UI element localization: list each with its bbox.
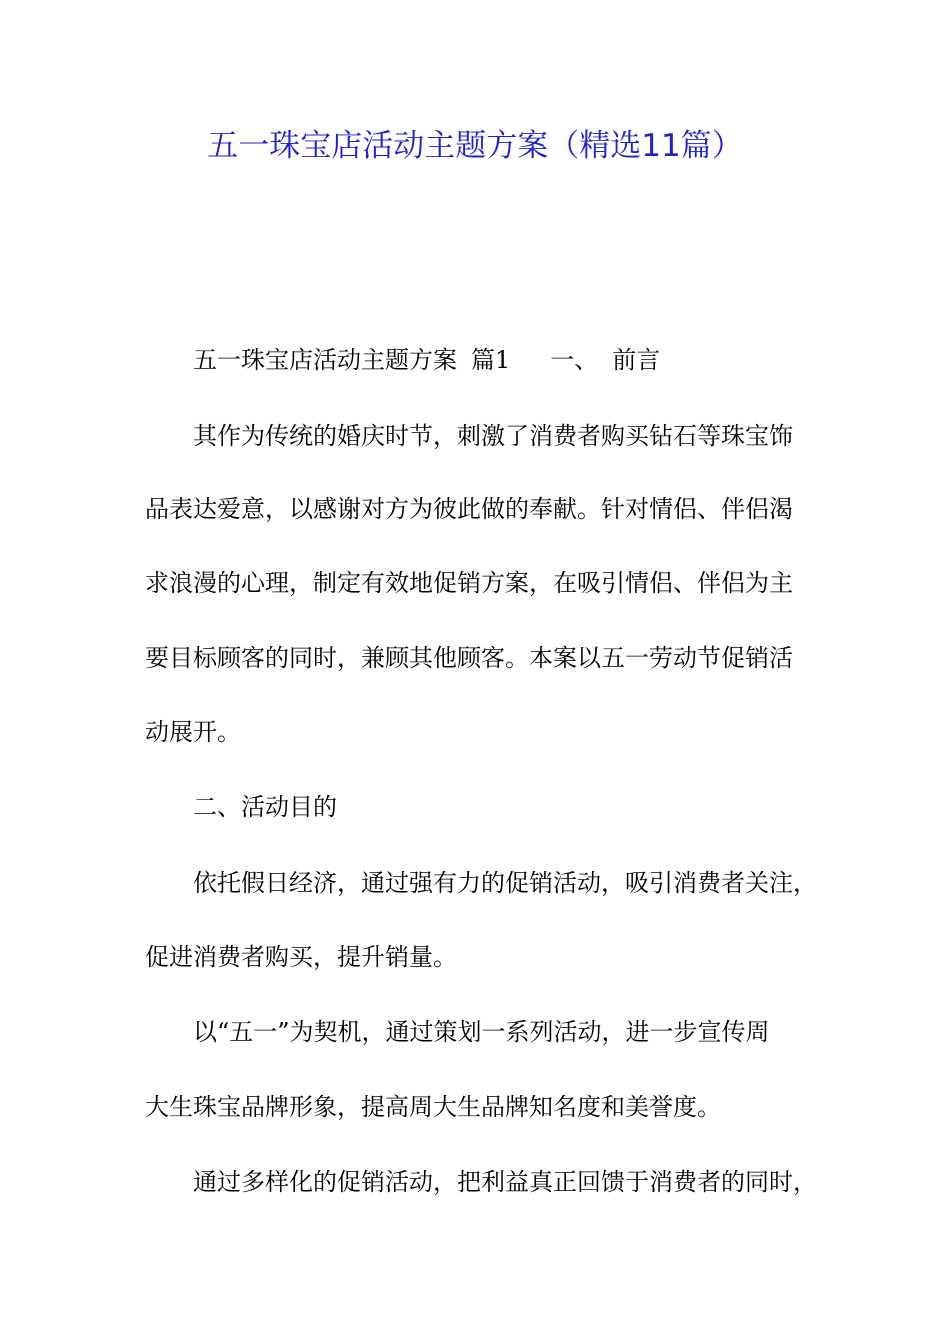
- section-heading-part: 篇1: [471, 346, 511, 374]
- paragraph-line: 动展开。: [145, 718, 241, 746]
- section-heading-2: 二、活动目的: [193, 793, 337, 821]
- paragraph-line: 以“五一”为契机，通过策划一系列活动，进一步宣传周: [193, 1018, 770, 1046]
- section-heading: [193, 344, 660, 376]
- paragraph-line: 促进消费者购买，提升销量。: [145, 943, 457, 971]
- paragraph-line: 大生珠宝品牌形象，提高周大生品牌知名度和美誉度。: [145, 1093, 721, 1121]
- section-heading-name: 前言: [612, 346, 661, 374]
- paragraph-line: 通过多样化的促销活动，把利益真正回馈于消费者的同时，: [193, 1168, 817, 1196]
- paragraph-line: 求浪漫的心理，制定有效地促销方案，在吸引情侣、伴侣为主: [145, 569, 793, 597]
- section-heading-number: 一、: [550, 346, 599, 374]
- section-heading-title: 五一珠宝店活动主题方案: [193, 346, 457, 374]
- paragraph-line: 要目标顾客的同时，兼顾其他顾客。本案以五一劳动节促销活: [145, 644, 793, 672]
- paragraph-line: 其作为传统的婚庆时节，刺激了消费者购买钻石等珠宝饰: [193, 422, 793, 450]
- paragraph-line: 依托假日经济，通过强有力的促销活动，吸引消费者关注，: [193, 869, 817, 897]
- document-title: 五一珠宝店活动主题方案（精选11篇）: [207, 128, 743, 164]
- paragraph-line: 品表达爱意，以感谢对方为彼此做的奉献。针对情侣、伴侣渴: [145, 495, 793, 523]
